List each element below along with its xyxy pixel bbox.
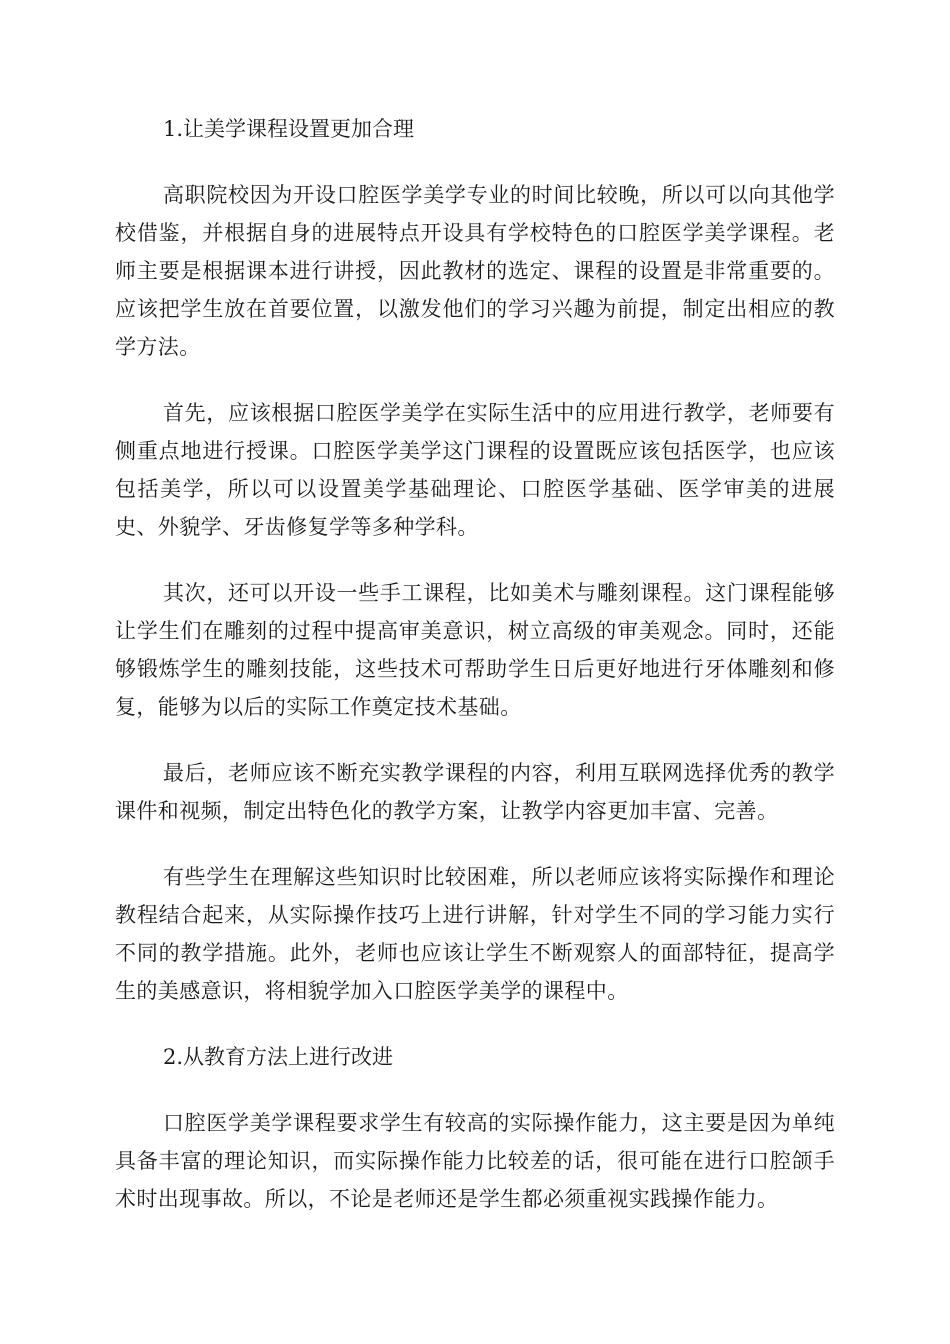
paragraph: 最后，老师应该不断充实教学课程的内容，利用互联网选择优秀的教学课件和视频，制定出特色化的教学方案，让教学内容更加丰富、完善。: [115, 761, 835, 823]
paragraph: 高职院校因为开设口腔医学美学专业的时间比较晚，所以可以向其他学校借鉴，并根据自身的进展特点开设具有学校特色的口腔医学美学课程。老师主要是根据课本进行讲授，因此教材的选定、课程的设置是非常重要的。应该把学生放在首要位置，以激发他们的学习兴趣为前提，制定出相应的教学方法。: [115, 183, 835, 359]
paragraph: 首先，应该根据口腔医学美学在实际生活中的应用进行教学，老师要有侧重点地进行授课。口腔医学美学这门课程的设置既应该包括医学，也应该包括美学，所以可以设置美学基础理论、口腔医学基础、医学审美的进展史、外貌学、牙齿修复学等多种学科。: [115, 401, 835, 539]
section-heading: 2.从教育方法上进行改进: [163, 1045, 394, 1069]
document-body: [115, 110, 835, 1246]
paragraph: 其次，还可以开设一些手工课程，比如美术与雕刻课程。这门课程能够让学生们在雕刻的过程中提高审美意识，树立高级的审美观念。同时，还能够锻炼学生的雕刻技能，这些技术可帮助学生日后更好地进行牙体雕刻和修复，能够为以后的实际工作奠定技术基础。: [115, 581, 835, 719]
paragraph: 有些学生在理解这些知识时比较困难，所以老师应该将实际操作和理论教程结合起来，从实际操作技巧上进行讲解，针对学生不同的学习能力实行不同的教学措施。此外，老师也应该让学生不断观察人的面部特征，提高学生的美感意识，将相貌学加入口腔医学美学的课程中。: [115, 865, 835, 1003]
paragraph: 口腔医学美学课程要求学生有较高的实际操作能力，这主要是因为单纯具备丰富的理论知识，而实际操作能力比较差的话，很可能在进行口腔颌手术时出现事故。所以，不论是老师还是学生都必须重视实践操作能力。: [115, 1111, 835, 1211]
section-heading: 1.让美学课程设置更加合理: [163, 117, 415, 141]
